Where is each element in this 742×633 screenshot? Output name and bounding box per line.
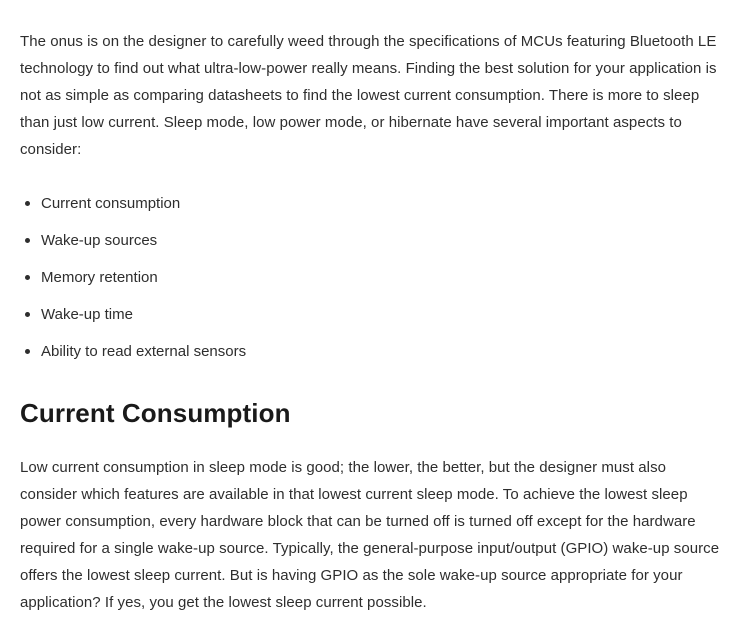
list-item: Memory retention	[20, 264, 722, 291]
section-heading: Current Consumption	[20, 398, 291, 428]
list-item: Current consumption	[20, 190, 722, 217]
list-item: Wake-up time	[20, 301, 722, 328]
aspects-list	[20, 190, 722, 365]
list-item: Wake-up sources	[20, 227, 722, 254]
list-item: Ability to read external sensors	[20, 338, 722, 365]
intro-paragraph: The onus is on the designer to carefully weed through the specifications of MCUs featuring Bluetooth LE technology to find out what ultra-low-power really means. Finding the best solution for your application is not as simple as comparing datasheets to find the lowest current consumption. There is more to sleep than just low current. Sleep mode, low power mode, or hibernate have several important aspects to consider:	[20, 33, 717, 158]
section-paragraph: Low current consumption in sleep mode is good; the lower, the better, but the designer must also consider which features are available in that lowest current sleep mode. To achieve the lowest sleep power consumption, every hardware block that can be turned off is turned off except for the hardware required for a single wake-up source. Typically, the general-purpose input/output (GPIO) wake-up source offers the lowest sleep current. But is having GPIO as the sole wake-up source appropriate for your application? If yes, you get the lowest sleep current possible.	[20, 459, 720, 611]
